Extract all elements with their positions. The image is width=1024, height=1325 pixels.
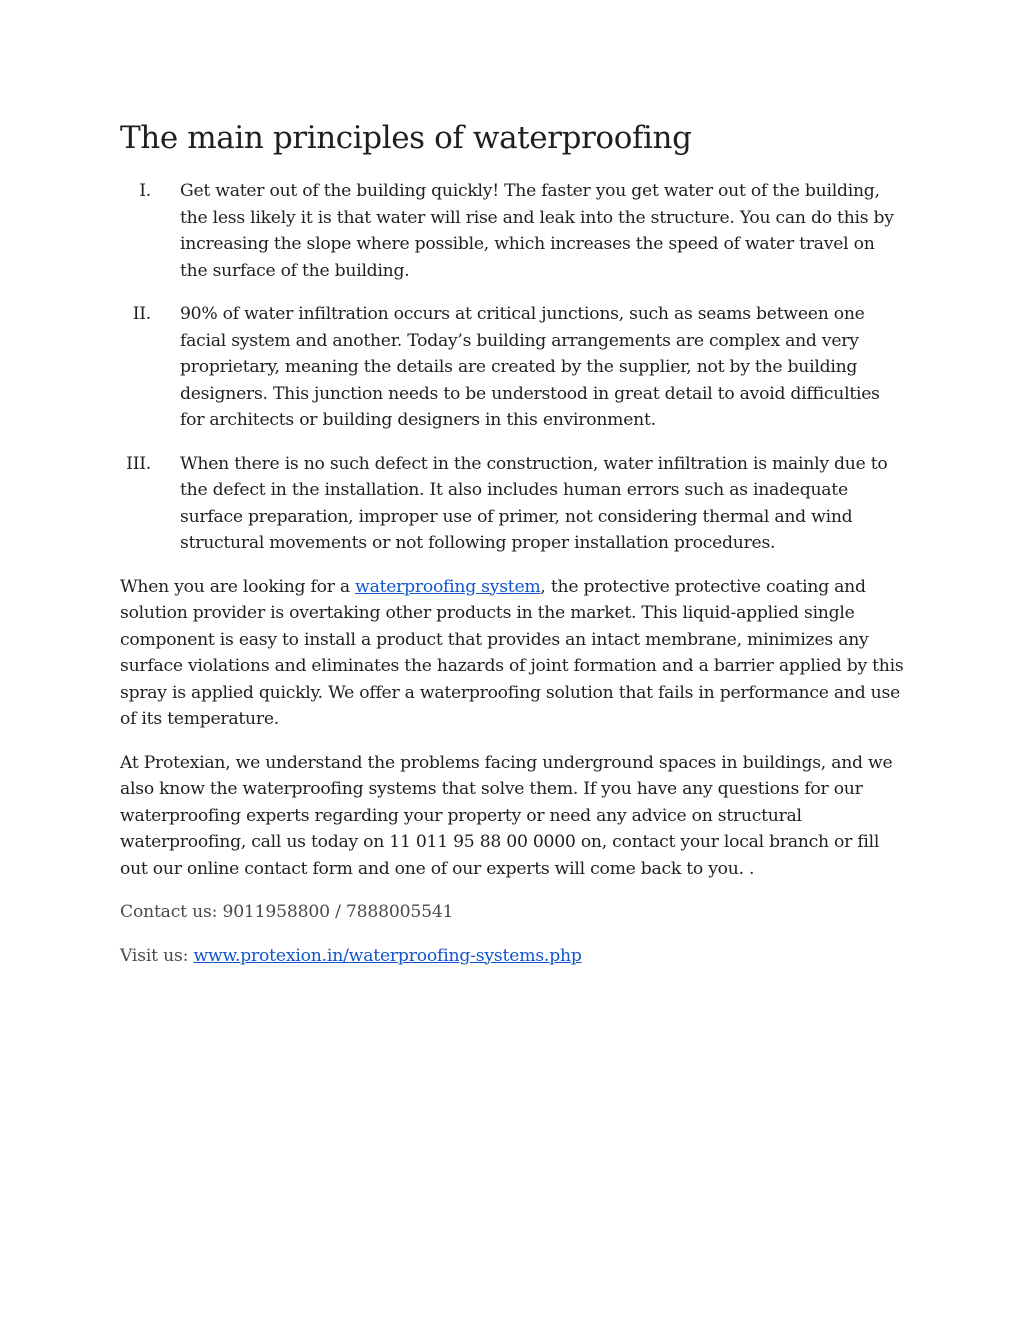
document-page [120, 118, 905, 986]
waterproofing-system-paragraph [120, 574, 905, 733]
website-link[interactable]: www.protexion.in/waterproofing-systems.php [193, 945, 582, 966]
list-marker: I. [139, 181, 151, 201]
document-title: The main principles of waterproofing [120, 120, 692, 156]
list-item [120, 301, 905, 434]
list-item-text: When there is no such defect in the construction, water infiltration is mainly due to the defect in the installation. It also includes human errors such as inadequate surface preparation, improper use of primer, not considering thermal and wind structural movements or not following proper installation procedures. [180, 453, 888, 553]
contact-line: Contact us: 9011958800 / 7888005541 [120, 902, 454, 922]
protexian-paragraph: At Protexian, we understand the problems facing underground spaces in buildings, and we also know the waterproofing systems that solve them. If you have any questions for our waterproofing experts regarding your property or need any advice on structural waterproofing, call us today on 11 011 95 88 00 0000 on, contact your local branch or fill out our online contact form and one of our experts will come back to you. . [120, 752, 893, 879]
visit-line [120, 943, 905, 970]
waterproofing-system-link[interactable]: waterproofing system [355, 576, 541, 597]
paragraph-text-after-link: , the protective protective coating and solution provider is overtaking other products in the market. This liquid-applied single component is easy to install a product that provides an intact membrane, minimizes any surface violations and eliminates the hazards of joint formation and a barrier applied by this spray is applied quickly. We offer a waterproofing solution that fails in performance and use of its temperature. [120, 576, 904, 729]
list-item [120, 451, 905, 557]
paragraph-text-before-link: When you are looking for a [120, 576, 356, 597]
list-marker: II. [132, 304, 151, 324]
list-item [120, 178, 905, 284]
principles-list [120, 178, 905, 557]
list-item-text: Get water out of the building quickly! The faster you get water out of the building, the less likely it is that water will rise and leak into the structure. You can do this by increasing the slope where possible, which increases the speed of water travel on the surface of the building. [180, 181, 894, 281]
list-marker: III. [126, 453, 151, 474]
list-item-text: 90% of water infiltration occurs at critical junctions, such as seams between one facial system and another. Today’s building arrangements are complex and very proprietary, meaning the details are created by the supplier, not by the building designers. This junction needs to be understood in great detail to avoid difficulties for architects or building designers in this environment. [180, 304, 880, 430]
visit-label: Visit us: [120, 945, 194, 966]
